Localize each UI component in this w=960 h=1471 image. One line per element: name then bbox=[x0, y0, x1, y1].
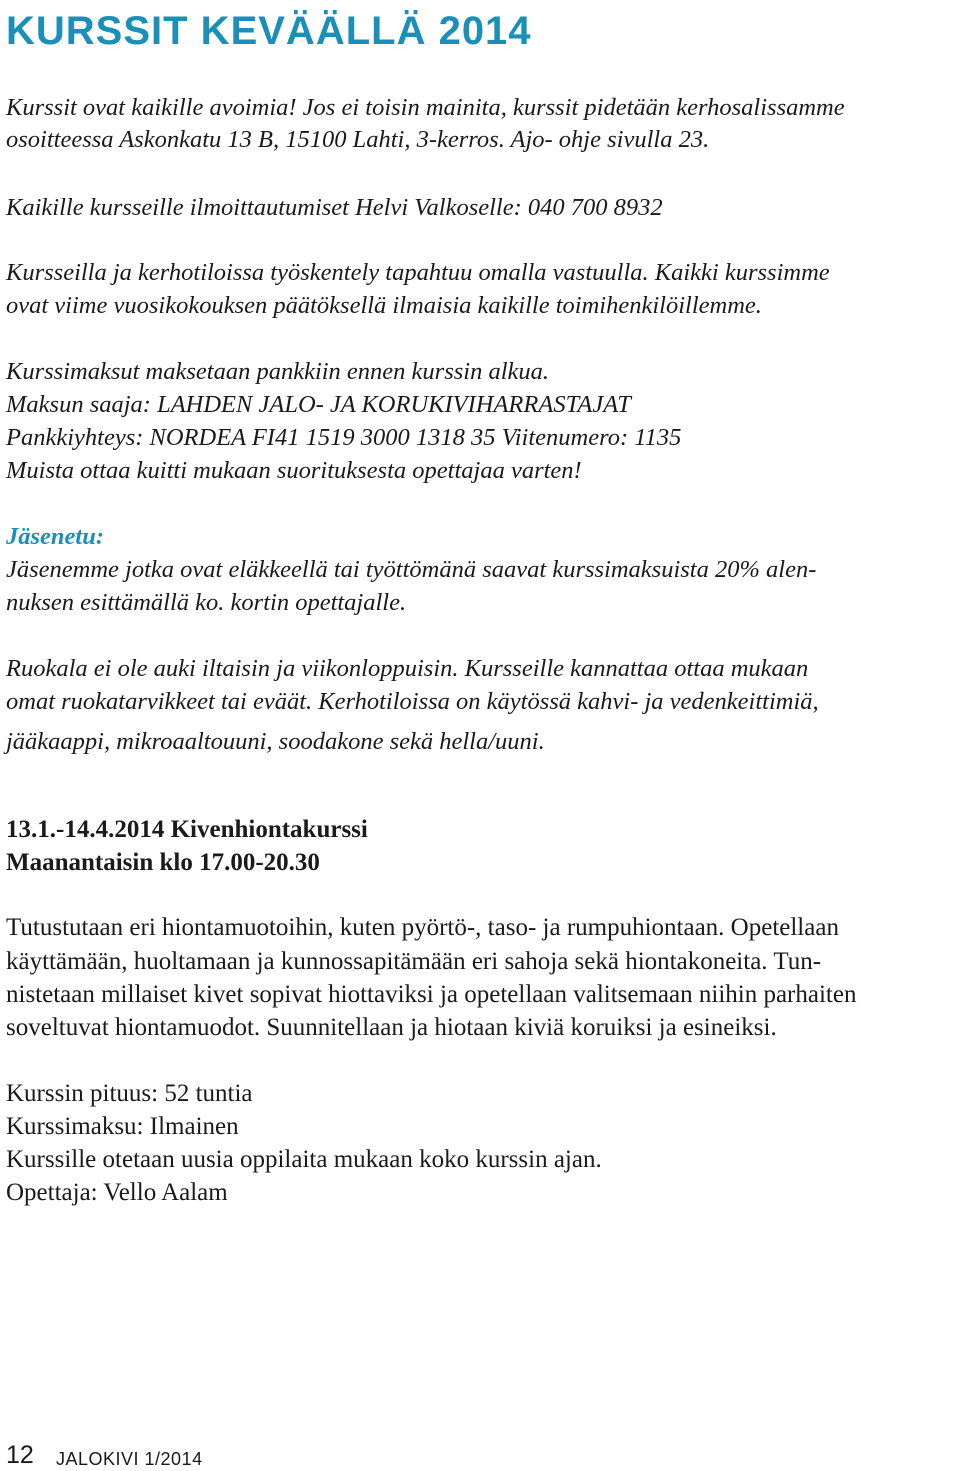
course-new-students: Kurssille otetaan uusia oppilaita mukaan koko kurssin ajan. bbox=[6, 1146, 602, 1173]
course-schedule: Maanantaisin klo 17.00-20.30 bbox=[6, 849, 320, 876]
course-description-line-4: soveltuvat hiontamuodot. Suunnitellaan ja hiotaan kiviä koruiksi ja esineiksi. bbox=[6, 1014, 777, 1041]
responsibility-line-2: ovat viime vuosikokouksen päätöksellä ilmaisia kaikille toimihenkilöillemme. bbox=[6, 292, 762, 319]
member-benefit-heading: Jäsenetu: bbox=[6, 523, 104, 550]
canteen-line-1: Ruokala ei ole auki iltaisin ja viikonloppuisin. Kursseille kannattaa ottaa mukaan bbox=[6, 655, 809, 682]
course-title: 13.1.-14.4.2014 Kivenhiontakurssi bbox=[6, 816, 368, 843]
course-length: Kurssin pituus: 52 tuntia bbox=[6, 1080, 253, 1107]
intro-line-2: osoitteessa Askonkatu 13 B, 15100 Lahti, 3-kerros. Ajo- ohje sivulla 23. bbox=[6, 126, 710, 153]
payment-receipt-note: Muista ottaa kuitti mukaan suorituksesta opettajaa varten! bbox=[6, 457, 582, 484]
magazine-issue: JALOKIVI 1/2014 bbox=[56, 1449, 203, 1469]
payment-recipient: Maksun saaja: LAHDEN JALO- JA KORUKIVIHARRASTAJAT bbox=[6, 391, 631, 418]
member-benefit-line-2: nuksen esittämällä ko. kortin opettajalle. bbox=[6, 589, 407, 616]
payment-line-1: Kurssimaksut maksetaan pankkiin ennen kurssin alkua. bbox=[6, 358, 550, 385]
member-benefit-line-1: Jäsenemme jotka ovat eläkkeellä tai työttömänä saavat kurssimaksuista 20% alen- bbox=[6, 556, 817, 583]
intro-line-1: Kurssit ovat kaikille avoimia! Jos ei toisin mainita, kurssit pidetään kerhosalissamme bbox=[6, 94, 845, 121]
canteen-line-3: jääkaappi, mikroaaltouuni, soodakone sekä hella/uuni. bbox=[6, 728, 545, 755]
course-description-line-2: käyttämään, huoltamaan ja kunnossapitämään eri sahoja sekä hiontakoneita. Tun- bbox=[6, 948, 822, 975]
course-fee: Kurssimaksu: Ilmainen bbox=[6, 1113, 239, 1140]
page-number: 12 bbox=[6, 1441, 34, 1469]
responsibility-line-1: Kursseilla ja kerhotiloissa työskentely tapahtuu omalla vastuulla. Kaikki kurssimme bbox=[6, 259, 830, 286]
registration-line: Kaikille kursseille ilmoittautumiset Helvi Valkoselle: 040 700 8932 bbox=[6, 194, 663, 221]
course-description-line-1: Tutustutaan eri hiontamuotoihin, kuten pyörtö-, taso- ja rumpuhiontaan. Opetellaan bbox=[6, 914, 839, 941]
course-teacher: Opettaja: Vello Aalam bbox=[6, 1179, 228, 1206]
payment-bank-details: Pankkiyhteys: NORDEA FI41 1519 3000 1318 35 Viitenumero: 1135 bbox=[6, 424, 682, 451]
page-title: KURSSIT KEVÄÄLLÄ 2014 bbox=[6, 9, 532, 53]
course-description-line-3: nistetaan millaiset kivet sopivat hiottaviksi ja opetellaan valitsemaan niihin parhaiten bbox=[6, 981, 857, 1008]
canteen-line-2: omat ruokatarvikkeet tai eväät. Kerhotiloissa on käytössä kahvi- ja vedenkeittimiä, bbox=[6, 688, 819, 715]
